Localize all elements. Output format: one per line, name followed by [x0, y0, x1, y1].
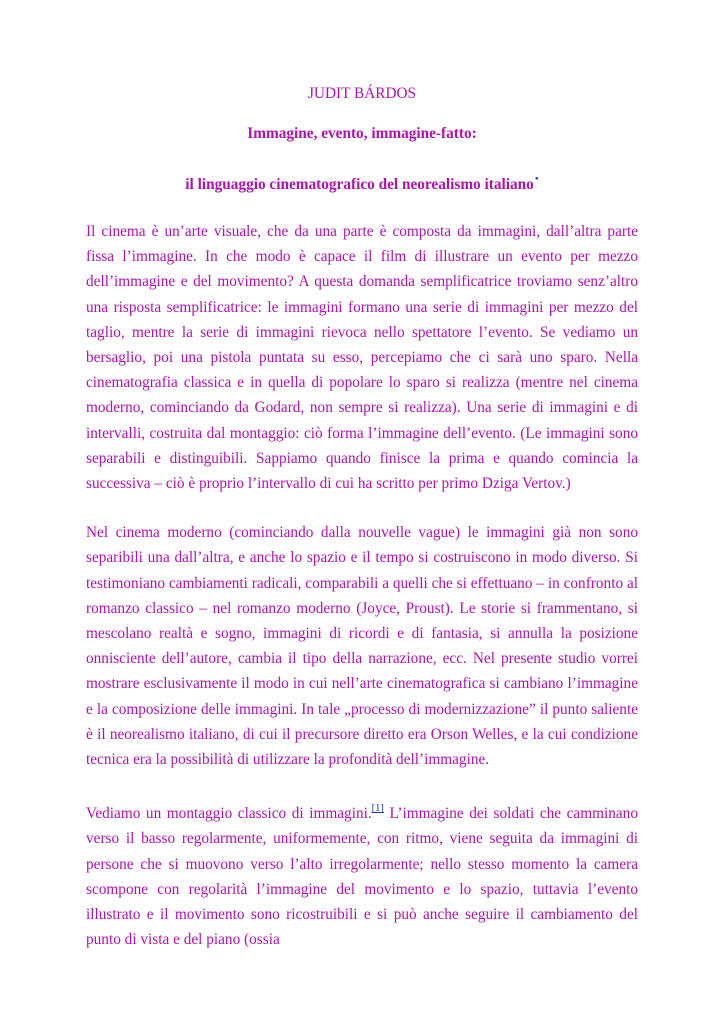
document-subtitle	[86, 169, 638, 195]
footnote-marker-icon[interactable]: •	[534, 173, 539, 185]
footnote-link[interactable]: [1]	[371, 803, 384, 815]
paragraph-1: Il cinema è un’arte visuale, che da una parte è composta da immagini, dall’altra parte fissa l’immagine. In che modo è capace il film di illustrare un evento per mezzo dell’immagine e del movimento? A questa domanda semplificatrice troviamo senz’altro una risposta semplificatrice: le immagini formano una serie di immagini per mezzo del taglio, mentre la serie di immagini rievoca nello spettatore l’evento. Se vediamo un bersaglio, poi una pistola puntata su esso, percepiamo che ci sarà uno sparo. Nella cinematografia classica e in quella di popolare lo sparo si realizza (mentre nel cinema moderno, cominciando da Godard, non sempre si realizza). Una serie di immagini e di intervalli, costruita dal montaggio: ciò forma l’immagine dell’evento. (Le immagini sono separabili e distinguibili. Sappiamo quando finisce la prima e quando comincia la successiva – ciò è proprio l’intervallo di cui ha scritto per primo Dziga Vertov.)	[86, 223, 638, 493]
paragraph-3	[86, 796, 638, 952]
author-name: JUDIT BÁRDOS	[307, 85, 417, 102]
subtitle-text: il linguaggio cinematografico del neorealismo italiano	[185, 176, 534, 193]
paragraph-3-start: Vediamo un montaggio classico di immagini.	[86, 805, 372, 823]
paragraph-2: Nel cinema moderno (cominciando dalla nouvelle vague) le immagini già non sono separibili una dall’altra, e anche lo spazio e il tempo si costruiscono in modo diverso. Si testimoniano cambiamenti radicali, comparabili a quelli che si effettuano – in confronto al romanzo classico – nel romanzo moderno (Joyce, Proust). Le storie si frammentano, si mescolano realtà e sogno, immagini di ricordi e di fantasia, si annulla la posizione onnisciente dell’autore, cambia il tipo della narrazione, ecc. Nel presente studio vorrei mostrare esclusivamente il modo in cui nell’arte cinematografica si cambiano l’immagine e la composizione delle immagini. In tale „processo di modernizzazione” il punto saliente è il neorealismo italiano, di cui il precursore diretto era Orson Welles, e la cui condizione tecnica era la possibilità di utilizzare la profondità dell’immagine.	[86, 524, 638, 769]
paragraph-3-rest: L’immagine dei soldati che camminano verso il basso regolarmente, uniformemente, con ritmo, viene seguita da immagini di persone che si muovono verso l’alto irregolarmente; nello stesso momento la camera scompone con regolarità l’immagine del movimento e lo spazio, tuttavia l’evento illustrato e il movimento sono ricostruibili e si può anche seguire il cambiamento del punto di vista e del piano (ossia	[86, 805, 638, 949]
document-title: Immagine, evento, immagine-fatto:	[247, 125, 477, 142]
document-page	[86, 84, 638, 952]
